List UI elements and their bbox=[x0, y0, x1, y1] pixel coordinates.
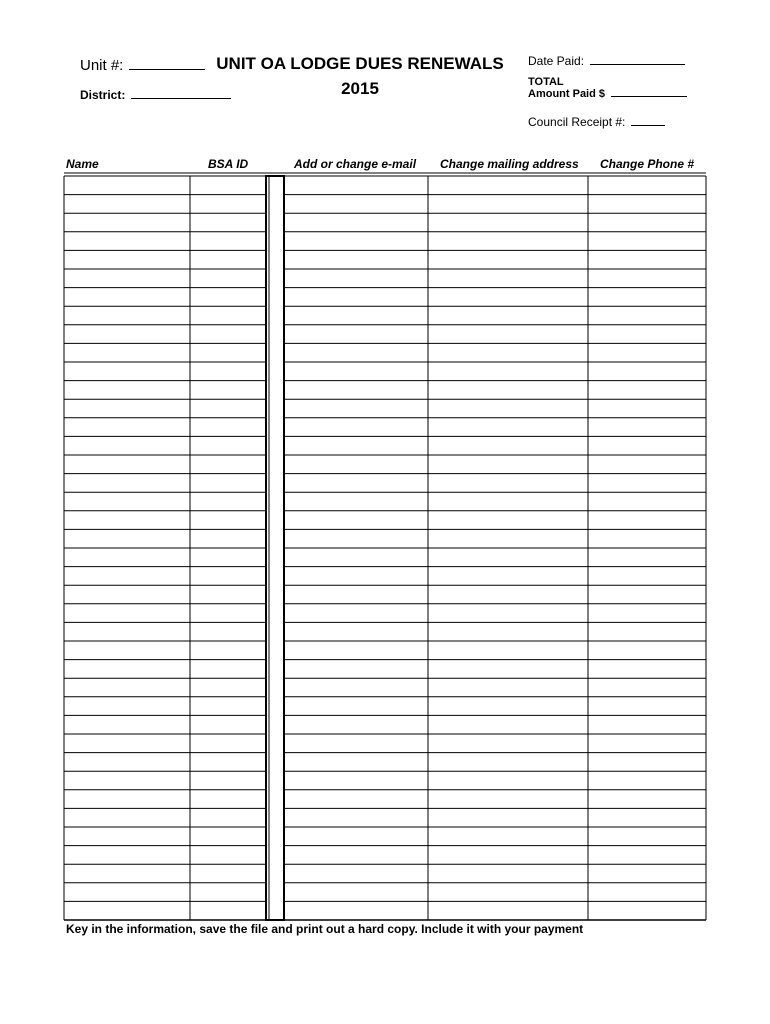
column-header-phone: Change Phone # bbox=[600, 157, 695, 171]
column-header-mailing-address: Change mailing address bbox=[440, 157, 579, 171]
amount-paid-label: Amount Paid $ bbox=[528, 88, 606, 101]
title-line-2: 2015 bbox=[341, 78, 379, 98]
date-paid-label: Date Paid: bbox=[528, 54, 585, 68]
footer-note: Key in the information, save the file and print out a hard copy. Include it with your payment bbox=[66, 922, 584, 936]
column-header-name: Name bbox=[66, 157, 99, 171]
district-label: District: bbox=[80, 88, 126, 102]
column-header-bsa-id: BSA ID bbox=[208, 157, 249, 171]
council-receipt-label: Council Receipt #: bbox=[528, 115, 626, 129]
unit-number-label: Unit #: bbox=[80, 57, 124, 74]
column-header-email: Add or change e-mail bbox=[294, 157, 417, 171]
title-line-1: UNIT OA LODGE DUES RENEWALS bbox=[216, 54, 504, 73]
total-label: TOTAL bbox=[528, 76, 564, 88]
